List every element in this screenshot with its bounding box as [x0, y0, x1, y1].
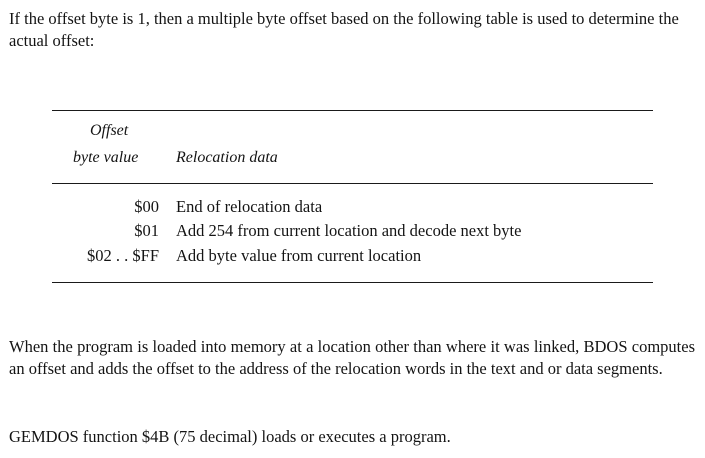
table-row [0, 196, 705, 220]
program-load-paragraph: When the program is loaded into memory at a location other than where it was linked, BDOS computes an offset and adds the offset to the address of the relocation words in the text and or data segments. [9, 337, 695, 378]
offset-value-cell: $00 [134, 197, 159, 216]
relocation-description-cell: Add 254 from current location and decode next byte [176, 221, 522, 240]
relocation-description-cell: Add byte value from current location [176, 246, 422, 265]
table-header-rule [52, 183, 653, 184]
table-top-rule [52, 110, 653, 111]
offset-value-cell: $01 [134, 221, 159, 240]
header-offset-line2: byte value [73, 149, 139, 166]
table-row [0, 220, 705, 244]
header-offset-line1: Offset [90, 122, 129, 139]
relocation-description-cell: End of relocation data [176, 197, 323, 216]
table-row [0, 245, 705, 269]
header-relocation-data: Relocation data [176, 149, 278, 166]
gemdos-function-paragraph: GEMDOS function $4B (75 decimal) loads or executes a program. [9, 427, 451, 446]
intro-paragraph: If the offset byte is 1, then a multiple byte offset based on the following table is used to determine the actual offset: [9, 9, 679, 50]
offset-value-cell: $02 . . $FF [87, 246, 159, 265]
table-bottom-rule [52, 282, 653, 283]
